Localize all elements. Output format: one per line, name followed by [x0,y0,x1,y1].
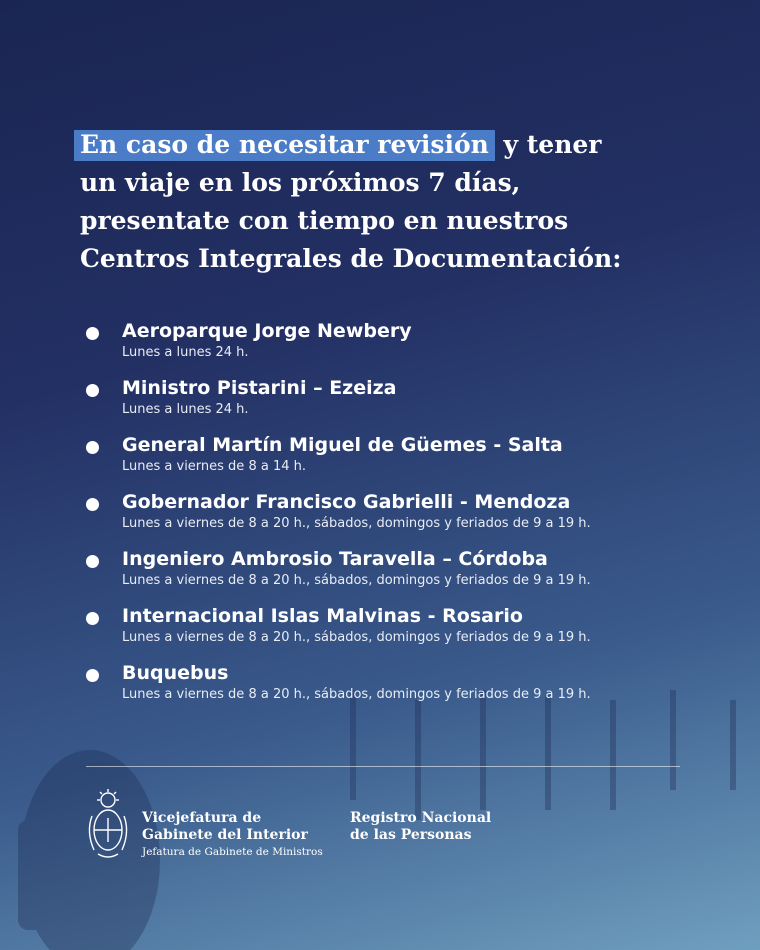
bullet-icon [86,327,99,340]
headline [80,126,700,278]
location-hours: Lunes a viernes de 8 a 20 h., sábados, domingos y feriados de 9 a 19 h. [122,573,591,588]
headline-line2: un viaje en los próximos 7 días, [80,168,521,197]
org1-line3: Jefatura de Gabinete de Ministros [142,846,323,858]
list-item [84,318,744,375]
footer-divider [86,766,680,767]
list-item [84,603,744,660]
location-hours: Lunes a lunes 24 h. [122,402,249,417]
location-name: Gobernador Francisco Gabrielli - Mendoza [122,491,571,513]
location-name: Buquebus [122,662,229,684]
list-item [84,546,744,603]
headline-line1-rest: y tener [494,130,602,159]
list-item [84,375,744,432]
bullet-icon [86,612,99,625]
bullet-icon [86,669,99,682]
location-name: Internacional Islas Malvinas - Rosario [122,605,523,627]
org2-line2: de las Personas [350,827,472,843]
list-item [84,432,744,489]
location-name: Ministro Pistarini – Ezeiza [122,377,397,399]
bullet-icon [86,555,99,568]
location-hours: Lunes a viernes de 8 a 14 h. [122,459,306,474]
argentina-seal-icon [84,786,132,866]
list-item [84,660,744,717]
headline-line3: presentate con tiempo en nuestros [80,206,569,235]
location-name: Aeroparque Jorge Newbery [122,320,412,342]
org1-line2: Gabinete del Interior [142,827,308,843]
location-name: General Martín Miguel de Güemes - Salta [122,434,563,456]
location-hours: Lunes a viernes de 8 a 20 h., sábados, domingos y feriados de 9 a 19 h. [122,687,591,702]
headline-highlight: En caso de necesitar revisión [74,130,495,161]
org-renaper [350,810,491,844]
location-hours: Lunes a viernes de 8 a 20 h., sábados, domingos y feriados de 9 a 19 h. [122,516,591,531]
org2-line1: Registro Nacional [350,810,492,826]
headline-line4: Centros Integrales de Documentación: [80,244,622,273]
bullet-icon [86,384,99,397]
org-vicejefatura [142,810,323,859]
list-item [84,489,744,546]
org1-line1: Vicejefatura de [142,810,262,826]
location-hours: Lunes a lunes 24 h. [122,345,249,360]
location-name: Ingeniero Ambrosio Taravella – Córdoba [122,548,548,570]
bullet-icon [86,441,99,454]
bullet-icon [86,498,99,511]
locations-list [84,318,744,717]
location-hours: Lunes a viernes de 8 a 20 h., sábados, domingos y feriados de 9 a 19 h. [122,630,591,645]
